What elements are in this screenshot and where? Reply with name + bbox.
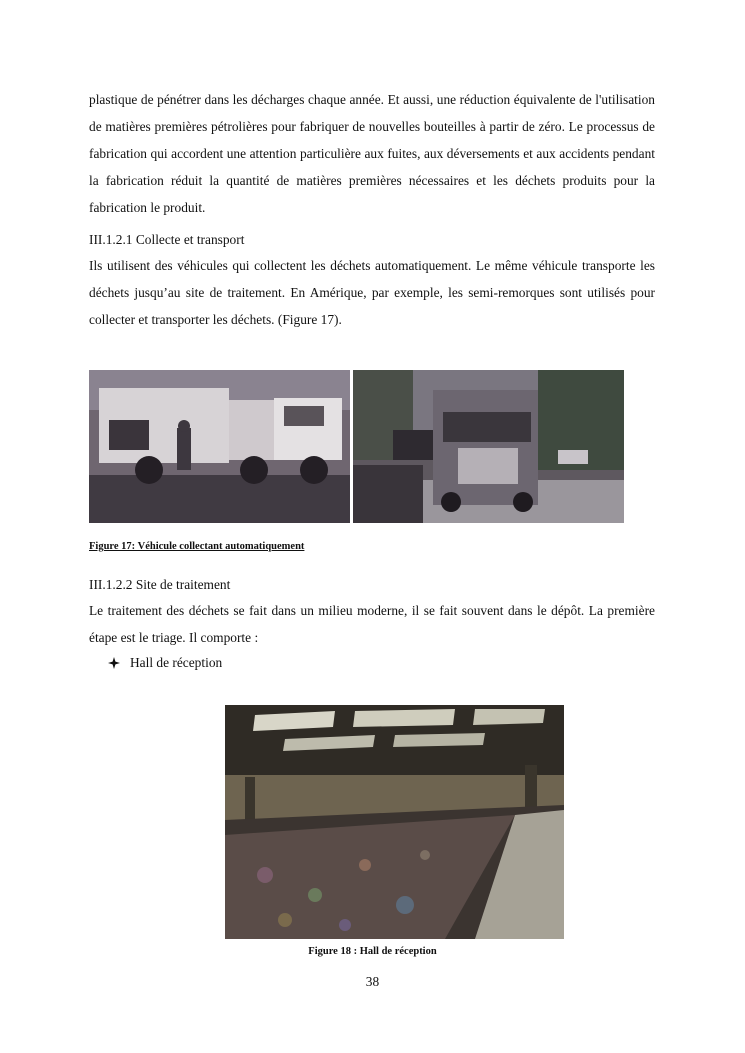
- figure-17-caption: Figure 17: Véhicule collectant automatiquement: [89, 541, 305, 552]
- figure-17-photo-left: [89, 370, 350, 523]
- intro-paragraph: plastique de pénétrer dans les décharges chaque année. Et aussi, une réduction équivalente de l'utilisation de matières premières pétrolières pour fabriquer de nouvelles bouteilles à partir de zéro. Le processus de fabrication qui accordent une attention particulière aux fuites, aux déversements et aux accidents pendant la fabrication réduit la quantité de matières premières nécessaires et les déchets produits pour la fabrication le produit.: [89, 92, 655, 215]
- list-item-label: Hall de réception: [130, 655, 223, 670]
- figure-18-caption: Figure 18 : Hall de réception: [308, 946, 437, 957]
- figure-17-photo-right: [353, 370, 624, 523]
- heading-collecte-transport: III.1.2.1 Collecte et transport: [89, 232, 245, 247]
- heading-site-traitement: III.1.2.2 Site de traitement: [89, 577, 231, 592]
- traitement-paragraph: Le traitement des déchets se fait dans un milieu moderne, il se fait souvent dans le dépôt. La première étape est le triage. Il comporte :: [89, 603, 655, 645]
- figure-18-photo: [225, 705, 564, 939]
- list-item: [108, 653, 222, 673]
- page-number: 38: [365, 974, 380, 989]
- diamond-bullet-icon: [108, 657, 120, 669]
- collecte-paragraph: Ils utilisent des véhicules qui collectent les déchets automatiquement. Le même véhicule transporte les déchets jusqu’au site de traitement. En Amérique, par exemple, les semi-remorques sont utilisés pour collecter et transporter les déchets. (Figure 17).: [89, 258, 655, 327]
